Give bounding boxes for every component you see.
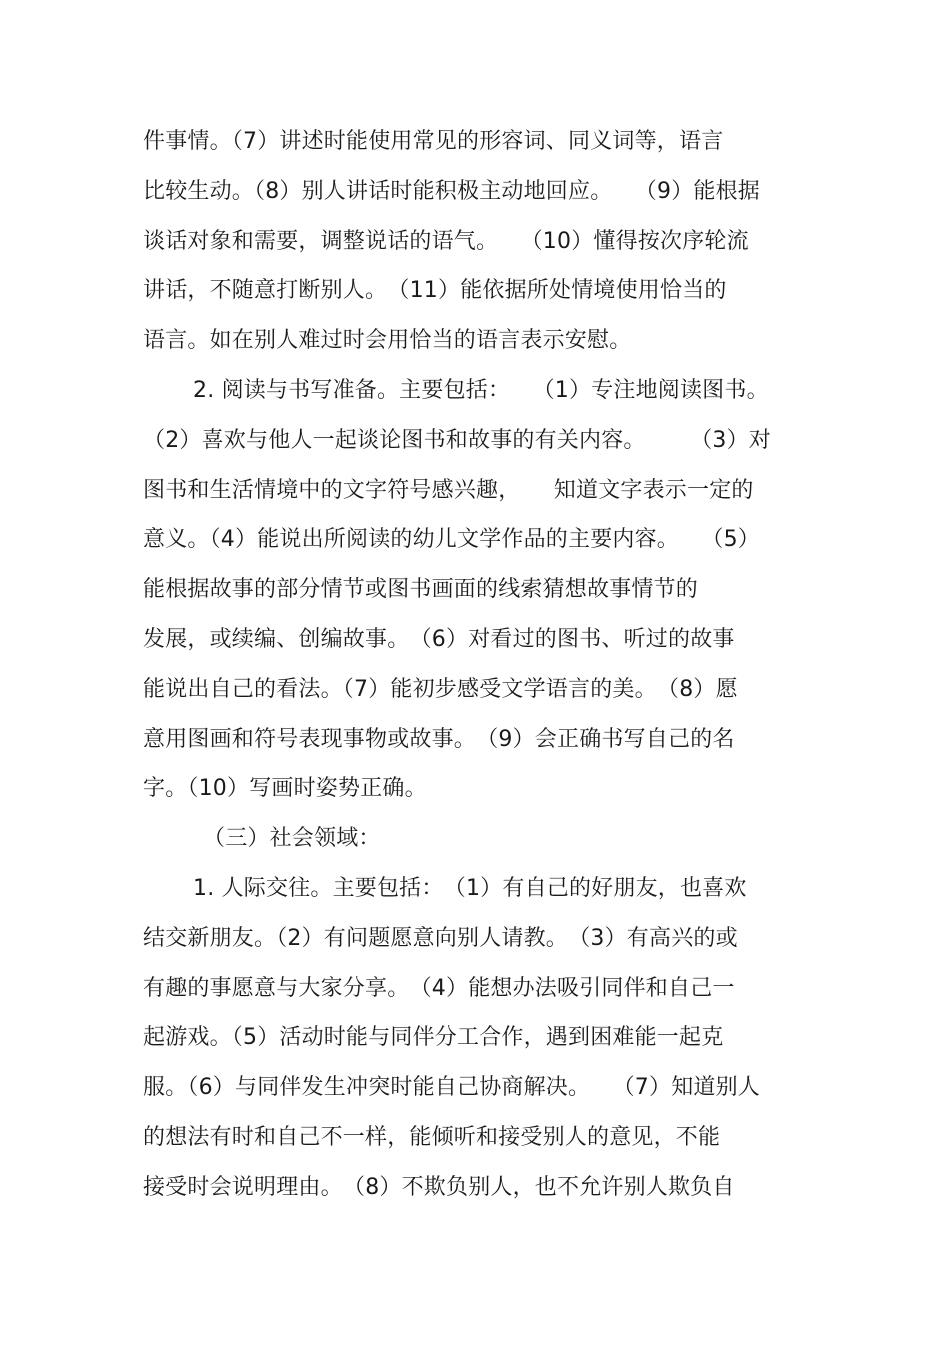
text-line: 发展，或续编、创编故事。 （6）对看过的图书、听过的故事 [143,627,735,652]
text-line: 的想法有时和自己不一样，能倾听和接受别人的意见，不能 [143,1125,721,1150]
text-line: 比较生动。（8）别人讲话时能积极主动地回应。 （9）能根据 [143,179,760,204]
text-line: 件事情。（7）讲述时能使用常见的形容词、同义词等，语言 [143,129,724,154]
text-line: 语言。如在别人难过时会用恰当的语言表示安慰。 [143,328,632,353]
text-line: 谈话对象和需要，调整说话的语气。 （10）懂得按次序轮流 [143,229,749,254]
text-line: 服。（6）与同伴发生冲突时能自己协商解决。 （7）知道别人 [143,1075,760,1100]
text-line: 起游戏。（5）活动时能与同伴分工合作，遇到困难能一起克 [143,1025,724,1050]
text-line: 意义。（4）能说出所阅读的幼儿文学作品的主要内容。 （5） [143,527,760,552]
section-heading-social: （三）社会领域： [203,826,381,851]
text-line: 图书和生活情境中的文字符号感兴趣， 知道文字表示一定的 [143,478,754,503]
text-line: 字。（10）写画时姿势正确。 [143,776,427,801]
section-heading-reading: 2. 阅读与书写准备。主要包括： （1）专注地阅读图书。 [193,378,769,403]
text-line: 结交新朋友。（2）有问题愿意向别人请教。 （3）有高兴的或 [143,926,738,951]
text-line: 能说出自己的看法。（7）能初步感受文学语言的美。 （8）愿 [143,677,738,702]
text-line: 有趣的事愿意与大家分享。 （4）能想办法吸引同伴和自己一 [143,976,735,1001]
text-line: （2）喜欢与他人一起谈论图书和故事的有关内容。 （3）对 [143,428,771,453]
text-line: 接受时会说明理由。 （8）不欺负别人，也不允许别人欺负自 [143,1175,735,1200]
text-line: 能根据故事的部分情节或图书画面的线索猜想故事情节的 [143,577,699,602]
section-heading-interpersonal: 1. 人际交往。主要包括： （1）有自己的好朋友，也喜欢 [193,876,747,901]
text-line: 意用图画和符号表现事物或故事。 （9）会正确书写自己的名 [143,727,735,752]
text-line: 讲话，不随意打断别人。 （11）能依据所处情境使用恰当的 [143,278,727,303]
